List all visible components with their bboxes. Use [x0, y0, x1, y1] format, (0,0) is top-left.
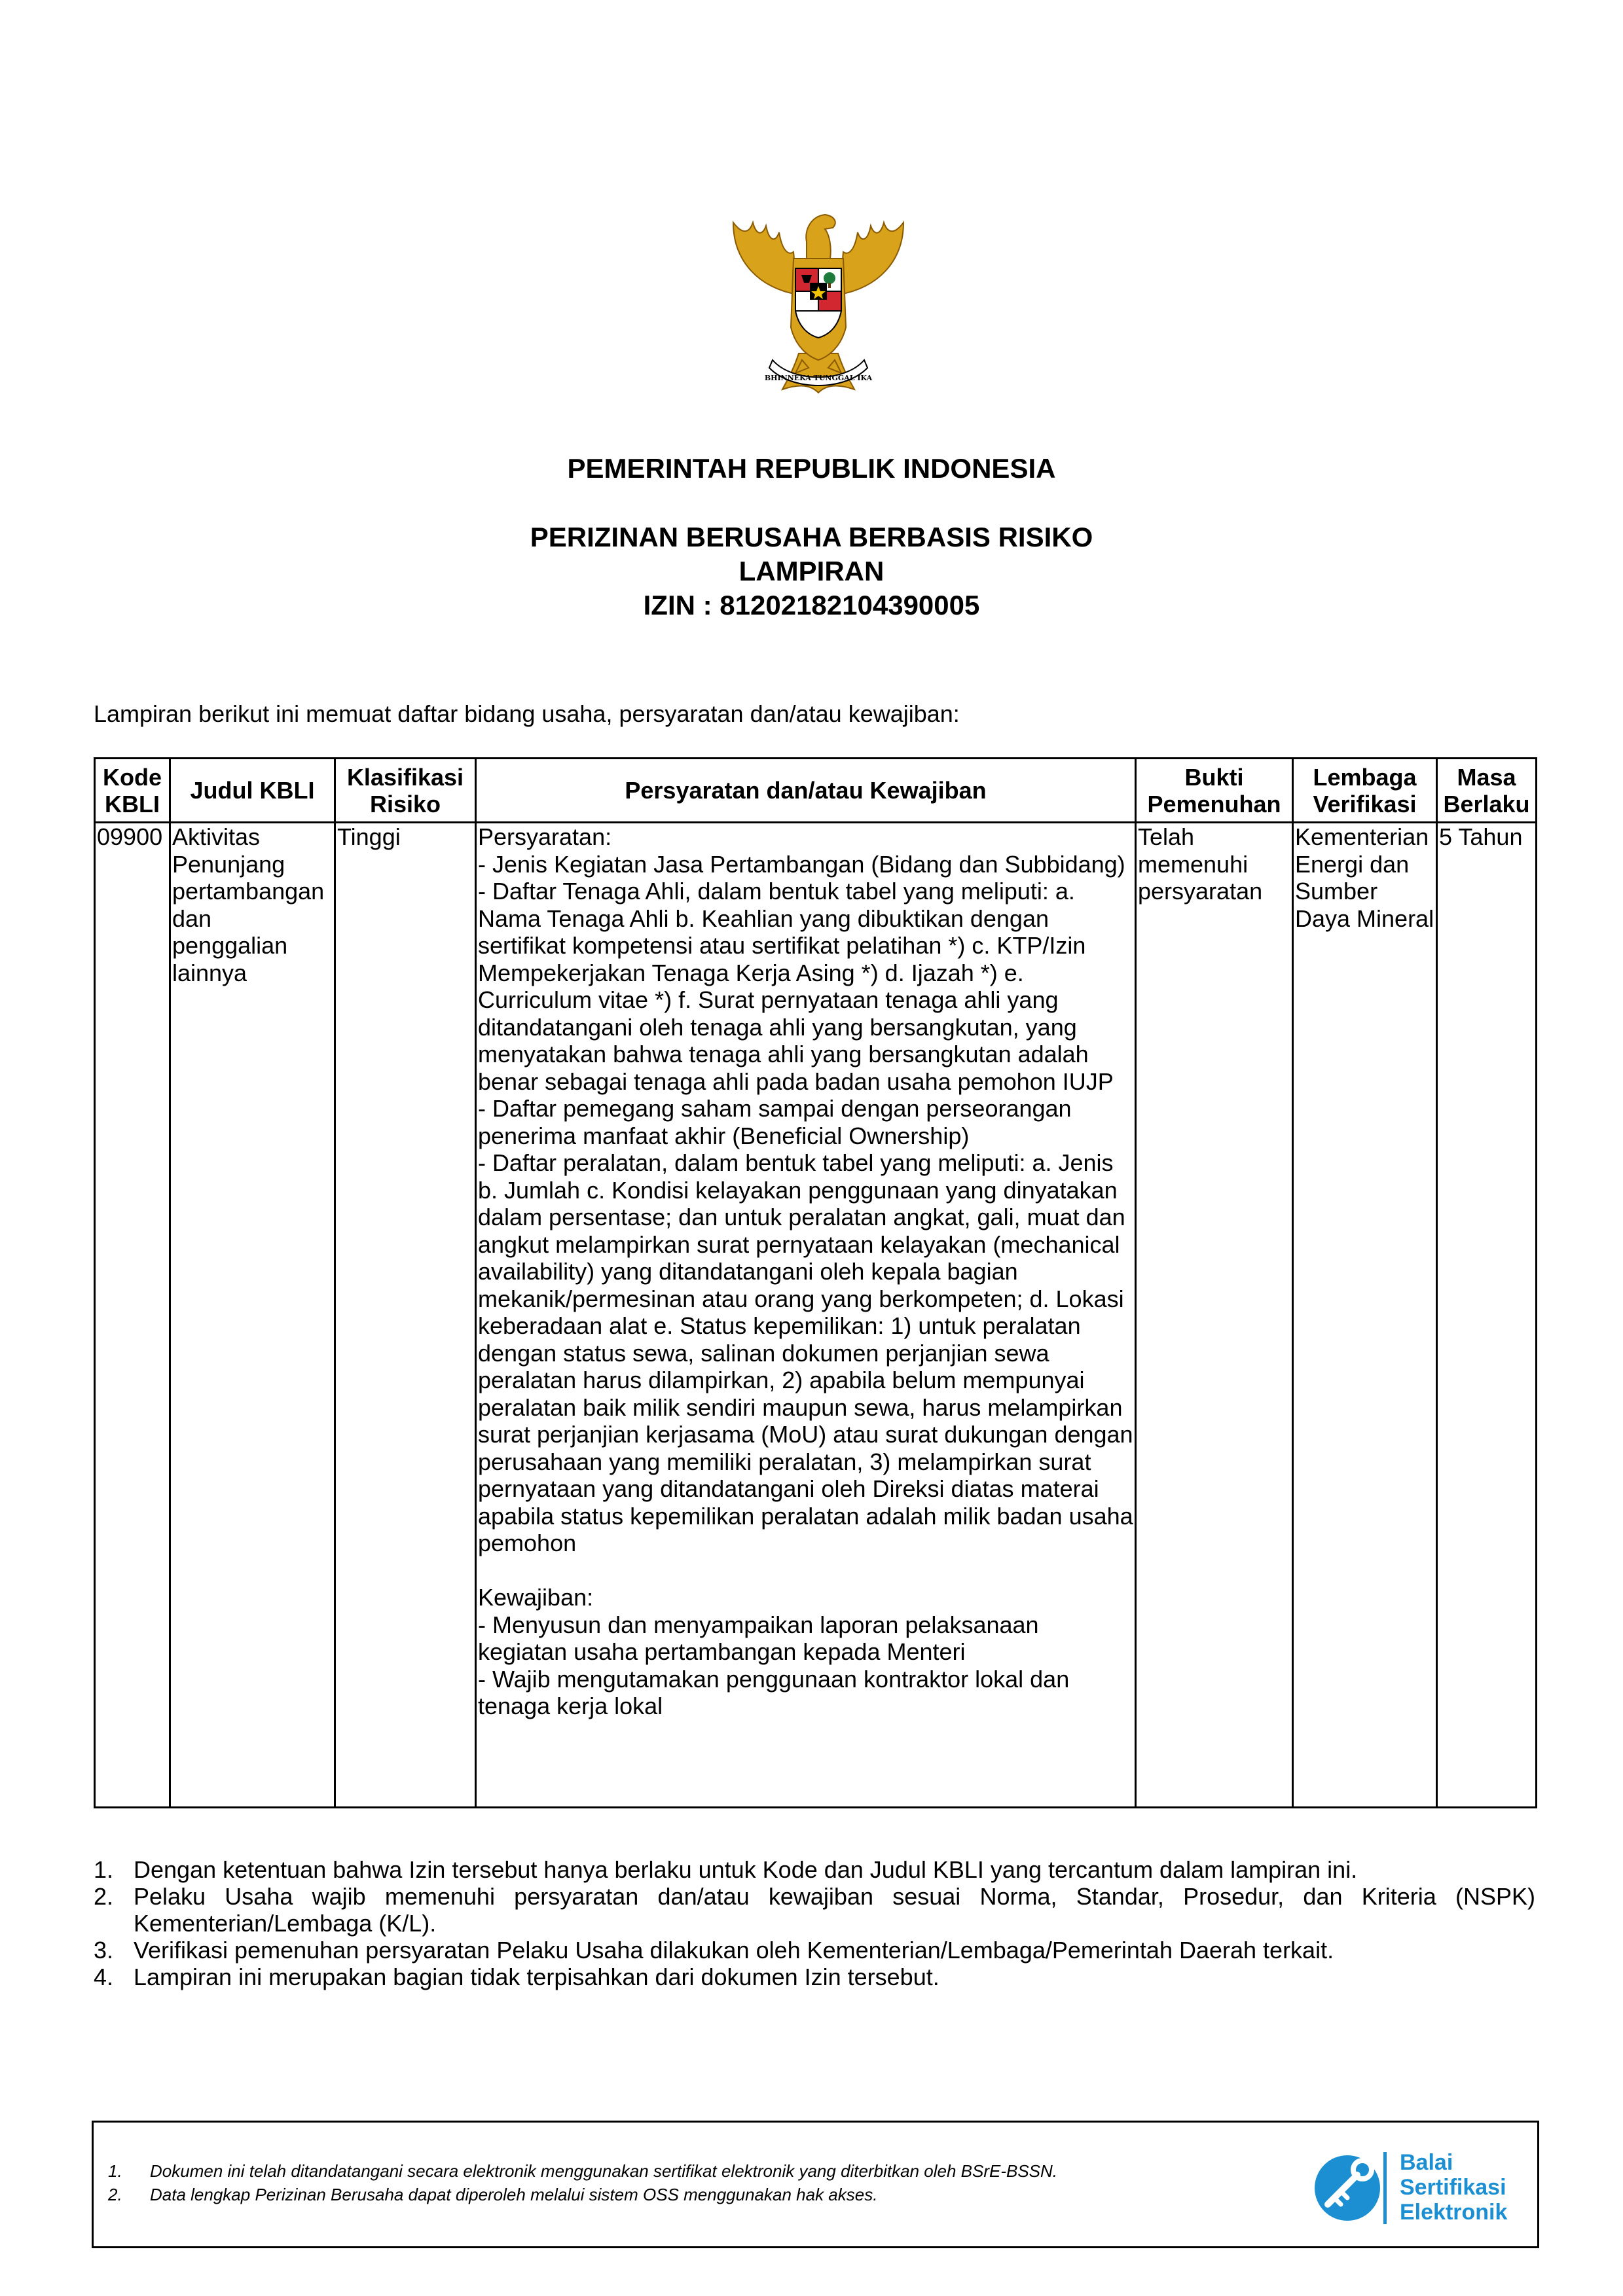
document-title-block [0, 520, 1623, 622]
note-number: 2. [94, 1883, 114, 1910]
bsre-logo-icon [1311, 2142, 1390, 2234]
permit-number: IZIN : 81202182104390005 [643, 590, 980, 620]
table-row [95, 823, 1537, 1808]
note-number: 4. [94, 1964, 114, 1990]
footer-note-text: Data lengkap Perizinan Berusaha dapat diperoleh melalui sistem OSS menggunakan hak akses. [150, 2185, 878, 2204]
svg-text:BHINNEKA TUNGGAL IKA: BHINNEKA TUNGGAL IKA [764, 374, 873, 382]
government-heading: PEMERINTAH REPUBLIK INDONESIA [567, 453, 1056, 484]
table-header-row [95, 759, 1537, 823]
note-number: 1. [94, 1856, 114, 1883]
header-bukti-pemenuhan: Bukti Pemenuhan [1136, 759, 1293, 823]
cell-kode-kbli: 09900 [95, 823, 170, 1808]
note-text: Verifikasi pemenuhan persyaratan Pelaku Usaha dilakukan oleh Kementerian/Lembaga/Pemerintah Daerah terkait. [134, 1937, 1334, 1964]
header-judul-kbli: Judul KBLI [170, 759, 335, 823]
document-subtitle: LAMPIRAN [739, 556, 884, 586]
note-number: 3. [94, 1937, 114, 1964]
intro-text: Lampiran berikut ini memuat daftar bidang usaha, persyaratan dan/atau kewajiban: [94, 700, 960, 727]
note-text: Lampiran ini merupakan bagian tidak terpisahkan dari dokumen Izin tersebut. [134, 1964, 939, 1990]
cell-judul-kbli: Aktivitas Penunjang pertambangan dan penggalian lainnya [170, 823, 335, 1808]
header-lembaga-verifikasi: Lembaga Verifikasi [1293, 759, 1437, 823]
cell-bukti-pemenuhan: Telah memenuhi persyaratan [1136, 823, 1293, 1808]
footer-note-number: 1. [108, 2161, 122, 2181]
header-masa-berlaku: Masa Berlaku [1437, 759, 1537, 823]
logo-line: Sertifikasi [1400, 2175, 1506, 2200]
note-text: Pelaku Usaha wajib memenuhi persyaratan dan/atau kewajiban sesuai Norma, Standar, Prosedur, dan Kriteria (NSPK) Kementerian/Lembaga (K/L). [134, 1883, 1535, 1937]
list-item [94, 1856, 1535, 1883]
cell-persyaratan: Persyaratan: - Jenis Kegiatan Jasa Pertambangan (Bidang dan Subbidang) - Daftar Tenaga Ahli, dalam bentuk tabel yang meliputi: a. Nama Tenaga Ahli b. Keahlian yang dibuktikan dengan sertifikat kompetensi atau sertifikat pelatihan *) c. KTP/Izin Mempekerjakan Tenaga Kerja Asing *) d. Ijazah *) e. Curriculum vitae *) f. Surat pernyataan tenaga ahli yang ditandatangani oleh tenaga ahli yang bersangkutan, yang menyatakan bahwa tenaga ahli yang bersangkutan adalah benar sebagai tenaga ahli pada badan usaha pemohon IUJP - Daftar pemegang saham sampai dengan perseorangan penerima manfaat akhir (Beneficial Ownership) - Daftar peralatan, dalam bentuk tabel yang meliputi: a. Jenis b. Jumlah c. Kondisi kelayakan penggunaan yang dinyatakan dalam persentase; dan untuk peralatan angkat, gali, muat dan angkut melampirkan surat pernyataan kelayakan (mechanical availability) yang ditandatangani oleh kepala bagian mekanik/permesinan atau orang yang berkompeten; d. Lokasi keberadaan alat e. Status kepemilikan: 1) untuk peralatan dengan status sewa, salinan dokumen perjanjian sewa peralatan harus dilampirkan, 2) apabila belum mempunyai peralatan baik milik sendiri maupun sewa, harus melampirkan surat perjanjian kerjasama (MoU) atau surat dukungan dengan perusahaan yang memiliki peralatan, 3) melampirkan surat pernyataan yang ditandatangani oleh Direksi diatas materai apabila status kepemilikan peralatan adalah milik badan usaha pemohon Kewajiban: - Menyusun dan menyampaikan laporan pelaksanaan kegiatan usaha pertambangan kepada Menteri - Wajib mengutamakan penggunaan kontraktor lokal dan tenaga kerja lokal [476, 823, 1136, 1808]
cell-klasifikasi-risiko: Tinggi [335, 823, 476, 1808]
header-persyaratan: Persyaratan dan/atau Kewajiban [476, 759, 1136, 823]
bsre-logo-text [1400, 2150, 1507, 2225]
footer-note-text: Dokumen ini telah ditandatangani secara elektronik menggunakan sertifikat elektronik yang diterbitkan oleh BSrE-BSSN. [150, 2161, 1057, 2181]
list-item [108, 2159, 1057, 2183]
cell-masa-berlaku: 5 Tahun [1437, 823, 1537, 1808]
signature-footer [92, 2121, 1539, 2248]
list-item [94, 1937, 1535, 1964]
garuda-emblem [720, 196, 917, 412]
list-item [94, 1883, 1535, 1937]
logo-line: Balai [1400, 2150, 1453, 2175]
cell-lembaga-verifikasi: Kementerian Energi dan Sumber Daya Mineral [1293, 823, 1437, 1808]
footer-notes [108, 2159, 1057, 2206]
header-kode-kbli: Kode KBLI [95, 759, 170, 823]
notes-list [94, 1856, 1535, 1990]
document-title: PERIZINAN BERUSAHA BERBASIS RISIKO [530, 522, 1093, 552]
footer-note-number: 2. [108, 2185, 122, 2204]
header-klasifikasi-risiko: Klasifikasi Risiko [335, 759, 476, 823]
note-text: Dengan ketentuan bahwa Izin tersebut hanya berlaku untuk Kode dan Judul KBLI yang tercantum dalam lampiran ini. [134, 1856, 1358, 1883]
logo-line: Elektronik [1400, 2200, 1508, 2225]
list-item [108, 2183, 1057, 2206]
kbli-table [94, 757, 1537, 1808]
list-item [94, 1964, 1535, 1990]
